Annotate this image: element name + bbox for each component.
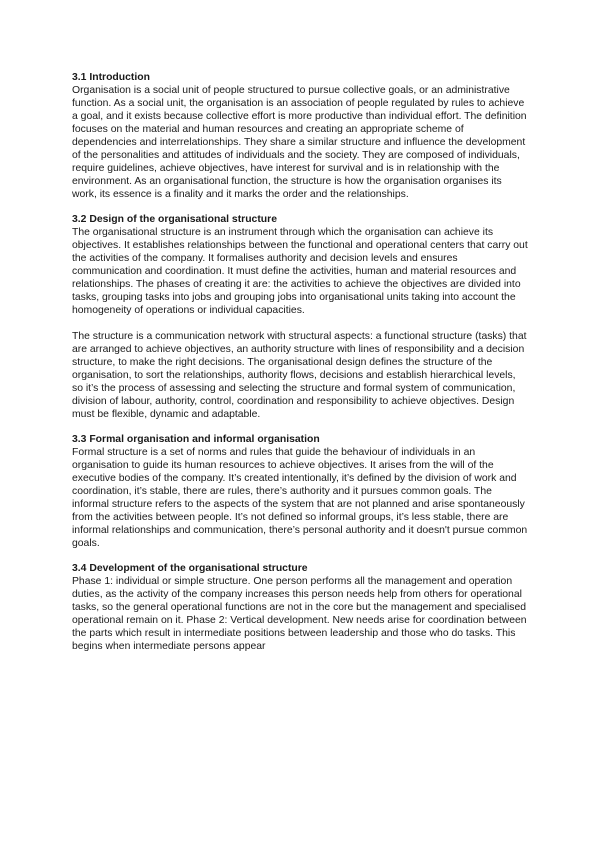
section-heading: 3.1 Introduction bbox=[72, 72, 150, 83]
section-formal-informal bbox=[72, 433, 528, 550]
section-development bbox=[72, 562, 528, 653]
section-design bbox=[72, 213, 528, 421]
section-heading: 3.3 Formal organisation and informal organisation bbox=[72, 434, 320, 445]
section-heading: 3.2 Design of the organisational structure bbox=[72, 214, 277, 225]
paragraph: Phase 1: individual or simple structure. One person performs all the management and operation duties, as the activity of the company increases this person needs help from others for operational tasks, so the general operational functions are not in the core but the management and specialised operational remain on it. Phase 2: Vertical development. New needs arise for coordination between the parts which result in intermediate positions between leadership and those who do tasks. This begins when intermediate persons appear bbox=[72, 576, 527, 652]
paragraph: The structure is a communication network with structural aspects: a functional structure (tasks) that are arranged to achieve objectives, an authority structure with lines of responsibility and a decision structure, to make the right decisions. The organisational design defines the structure of the organisation, to sort the relationships, authority flows, decisions and establish hierarchical levels, so it’s the process of assessing and selecting the structure and formal system of communication, division of labour, authority, control, coordination and responsibility to achieve objectives. Design must be flexible, dynamic and adaptable. bbox=[72, 331, 527, 420]
section-heading: 3.4 Development of the organisational structure bbox=[72, 563, 308, 574]
section-introduction bbox=[72, 71, 528, 201]
document-body bbox=[72, 71, 528, 665]
paragraph: Organisation is a social unit of people structured to pursue collective goals, or an administrative function. As a social unit, the organisation is an association of people regulated by rules to achieve a goal, and it exists because collective effort is more productive than individual effort. The definition focuses on the material and human resources and creating an appropriate scheme of dependencies and interrelationships. They share a similar structure and influence the development of the personalities and attitudes of individuals and the society. They are composed of individuals, require guidelines, achieve objectives, have interest for survival and is in relationship with the environment. As an organisational function, the structure is how the organisation organises its work, its essence is a finality and it marks the order and the relationships. bbox=[72, 85, 527, 200]
paragraph: The organisational structure is an instrument through which the organisation can achieve its objectives. It establishes relationships between the functional and operational centers that carry out the activities of the company. It formalises authority and decision levels and ensures communication and coordination. It must define the activities, human and material resources and relationships. The phases of creating it are: the activities to achieve the objectives are divided into tasks, grouping tasks into jobs and grouping jobs into organisational units taking into account the homogeneity of operations or individual capacities. bbox=[72, 227, 528, 316]
paragraph: Formal structure is a set of norms and rules that guide the behaviour of individuals in an organisation to guide its human resources to achieve objectives. It arises from the will of the executive bodies of the company. It’s created intentionally, it’s defined by the division of work and coordination, it’s stable, there are rules, there’s authority and it pursues common goals. The informal structure refers to the aspects of the system that are not planned and arise spontaneously from the activities between people. It’s not defined so informal groups, it’s less stable, there are informal relationships and communication, there’s personal authority and it doesn't pursue common goals. bbox=[72, 447, 528, 549]
